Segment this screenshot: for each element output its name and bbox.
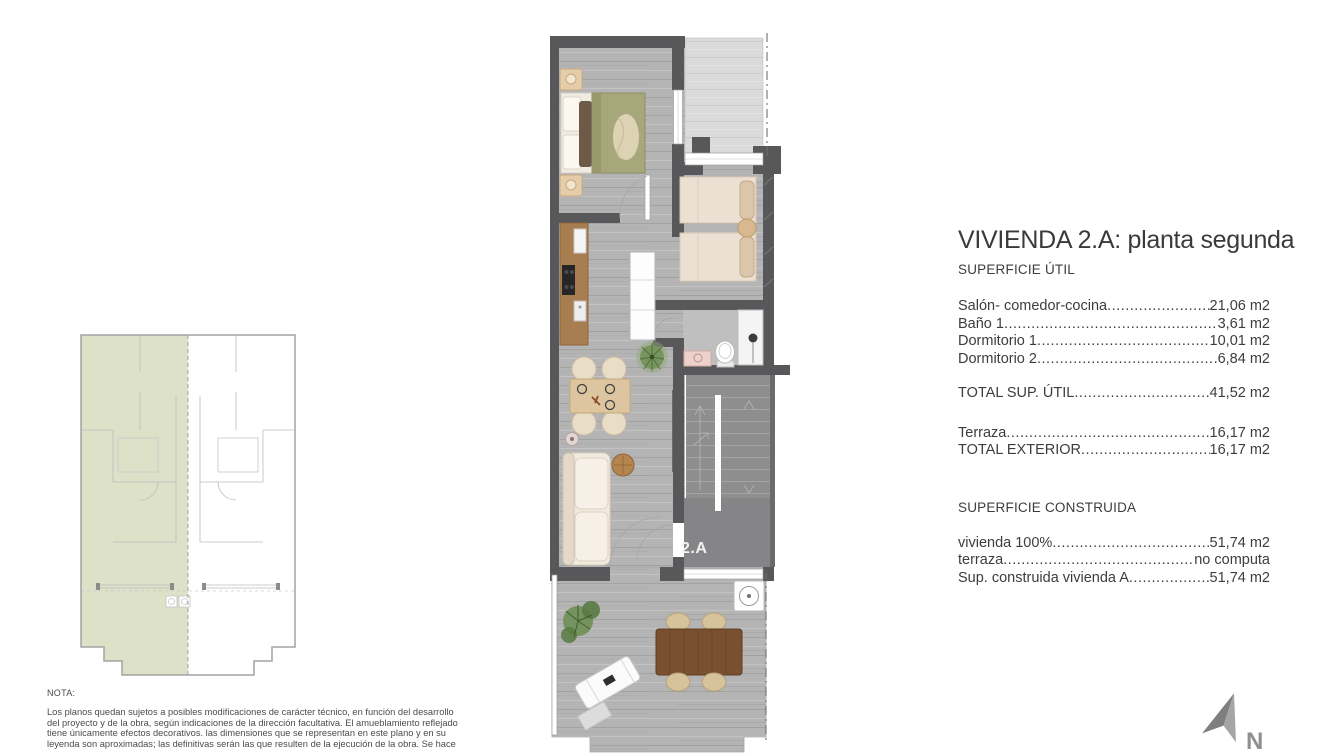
area-value: 16,17 m2 bbox=[1209, 424, 1270, 441]
dining-table bbox=[570, 379, 630, 413]
exterior-rows bbox=[958, 425, 1270, 460]
kitchen-sink bbox=[574, 301, 586, 321]
key-plan-highlight bbox=[81, 335, 188, 675]
area-label: Dormitorio 1 bbox=[958, 333, 1037, 349]
fridge bbox=[574, 229, 586, 253]
north-label: N bbox=[1246, 728, 1264, 754]
plant-interior bbox=[636, 341, 668, 373]
area-label: Terraza bbox=[958, 424, 1007, 441]
note-line: Los planos quedan sujetos a posibles modificaciones de carácter técnico, en función del desarrollo bbox=[47, 707, 454, 717]
page-title: VIVIENDA 2.A: planta segunda bbox=[958, 226, 1295, 254]
area-value: 51,74 m2 bbox=[1209, 569, 1270, 586]
dot-leader bbox=[1003, 552, 1194, 570]
area-label: Sup. construida vivienda A bbox=[958, 569, 1129, 586]
legal-note bbox=[47, 688, 477, 749]
north-arrow bbox=[1196, 690, 1276, 754]
superficie-construida-rows bbox=[958, 535, 1270, 588]
area-value: 6,84 m2 bbox=[1217, 350, 1270, 367]
north-arrow-icon bbox=[1202, 690, 1250, 744]
dot-leader bbox=[1037, 351, 1218, 369]
area-value: 21,06 m2 bbox=[1209, 298, 1270, 314]
area-row bbox=[958, 333, 1270, 351]
dining-chair bbox=[572, 357, 596, 381]
area-value: 3,61 m2 bbox=[1217, 315, 1270, 332]
area-value: 51,74 m2 bbox=[1209, 534, 1270, 551]
dining-chair bbox=[572, 411, 596, 435]
sink bbox=[684, 351, 711, 366]
bedside-table bbox=[738, 219, 756, 237]
total-util-row bbox=[958, 385, 1270, 403]
area-value: 16,17 m2 bbox=[1209, 442, 1270, 458]
area-label: Baño 1 bbox=[958, 315, 1004, 332]
cooktop bbox=[562, 265, 575, 295]
wall-top bbox=[550, 36, 685, 48]
area-row bbox=[958, 298, 1270, 316]
dot-leader bbox=[1052, 535, 1209, 553]
wicker-chair bbox=[666, 613, 690, 631]
dot-leader bbox=[1006, 425, 1209, 443]
wicker-chair bbox=[666, 673, 690, 691]
wicker-chair bbox=[702, 673, 726, 691]
key-plan-rooms-right bbox=[200, 335, 295, 590]
area-label: Salón- comedor-cocina bbox=[958, 298, 1108, 314]
area-row bbox=[958, 552, 1270, 570]
area-row bbox=[958, 442, 1270, 460]
superficie-construida-heading: SUPERFICIE CONSTRUIDA bbox=[958, 499, 1137, 515]
hall-closet bbox=[630, 252, 655, 340]
dot-leader bbox=[1074, 385, 1209, 403]
note-line: tiene únicamente efectos decorativos. las dimensiones que se representan en este plano y en su bbox=[47, 728, 446, 739]
door-leaf-bedroom1 bbox=[645, 175, 650, 220]
wall-left bbox=[550, 36, 559, 567]
note-line: del proyecto y de la obra, según indicaciones de la dirección facultativa. El amueblamiento reflejado bbox=[47, 717, 458, 728]
note-heading: NOTA: bbox=[47, 688, 76, 698]
dot-leader bbox=[1037, 333, 1210, 351]
key-plan bbox=[78, 332, 298, 678]
stair-handrail bbox=[715, 395, 721, 511]
main-floor-plan bbox=[548, 25, 792, 756]
dark-pillow bbox=[579, 101, 592, 167]
area-value: no computa bbox=[1194, 552, 1270, 568]
area-label: TOTAL EXTERIOR bbox=[958, 442, 1082, 458]
area-row bbox=[958, 425, 1270, 443]
note-body bbox=[47, 707, 477, 749]
dining-chair bbox=[602, 411, 626, 435]
area-row bbox=[958, 535, 1270, 553]
kitchen bbox=[560, 223, 588, 345]
superficie-util-rows bbox=[958, 298, 1270, 368]
area-row bbox=[958, 351, 1270, 369]
dot-leader bbox=[1081, 442, 1210, 460]
area-row bbox=[958, 385, 1270, 403]
area-label: vivienda 100% bbox=[958, 534, 1053, 551]
superficie-util-heading: SUPERFICIE ÚTIL bbox=[958, 262, 1076, 277]
unit-label: 2.A bbox=[681, 540, 708, 557]
terrace-glass-left bbox=[552, 575, 557, 735]
area-summary-panel bbox=[958, 226, 1295, 587]
area-row bbox=[958, 316, 1270, 334]
dot-leader bbox=[1129, 570, 1210, 588]
area-label: TOTAL SUP. ÚTIL bbox=[958, 385, 1075, 401]
area-row bbox=[958, 570, 1270, 588]
stairwell bbox=[686, 375, 770, 500]
wall-party bbox=[763, 174, 774, 292]
shower-head bbox=[749, 334, 758, 343]
wicker-chair bbox=[702, 613, 726, 631]
dot-leader bbox=[1107, 298, 1209, 316]
note-line: leyenda son aproximadas; las definitivas serán las que resulten de la ejecución de la obra. Se hace bbox=[47, 738, 456, 749]
area-label: terraza bbox=[958, 552, 1004, 568]
toilet bbox=[716, 341, 735, 363]
dot-leader bbox=[1004, 316, 1218, 334]
area-value: 41,52 m2 bbox=[1209, 385, 1270, 401]
area-value: 10,01 m2 bbox=[1209, 333, 1270, 349]
area-label: Dormitorio 2 bbox=[958, 350, 1037, 367]
outdoor-table bbox=[656, 629, 742, 675]
terrace-light-fixture bbox=[734, 581, 764, 611]
dining-chair bbox=[602, 357, 626, 381]
